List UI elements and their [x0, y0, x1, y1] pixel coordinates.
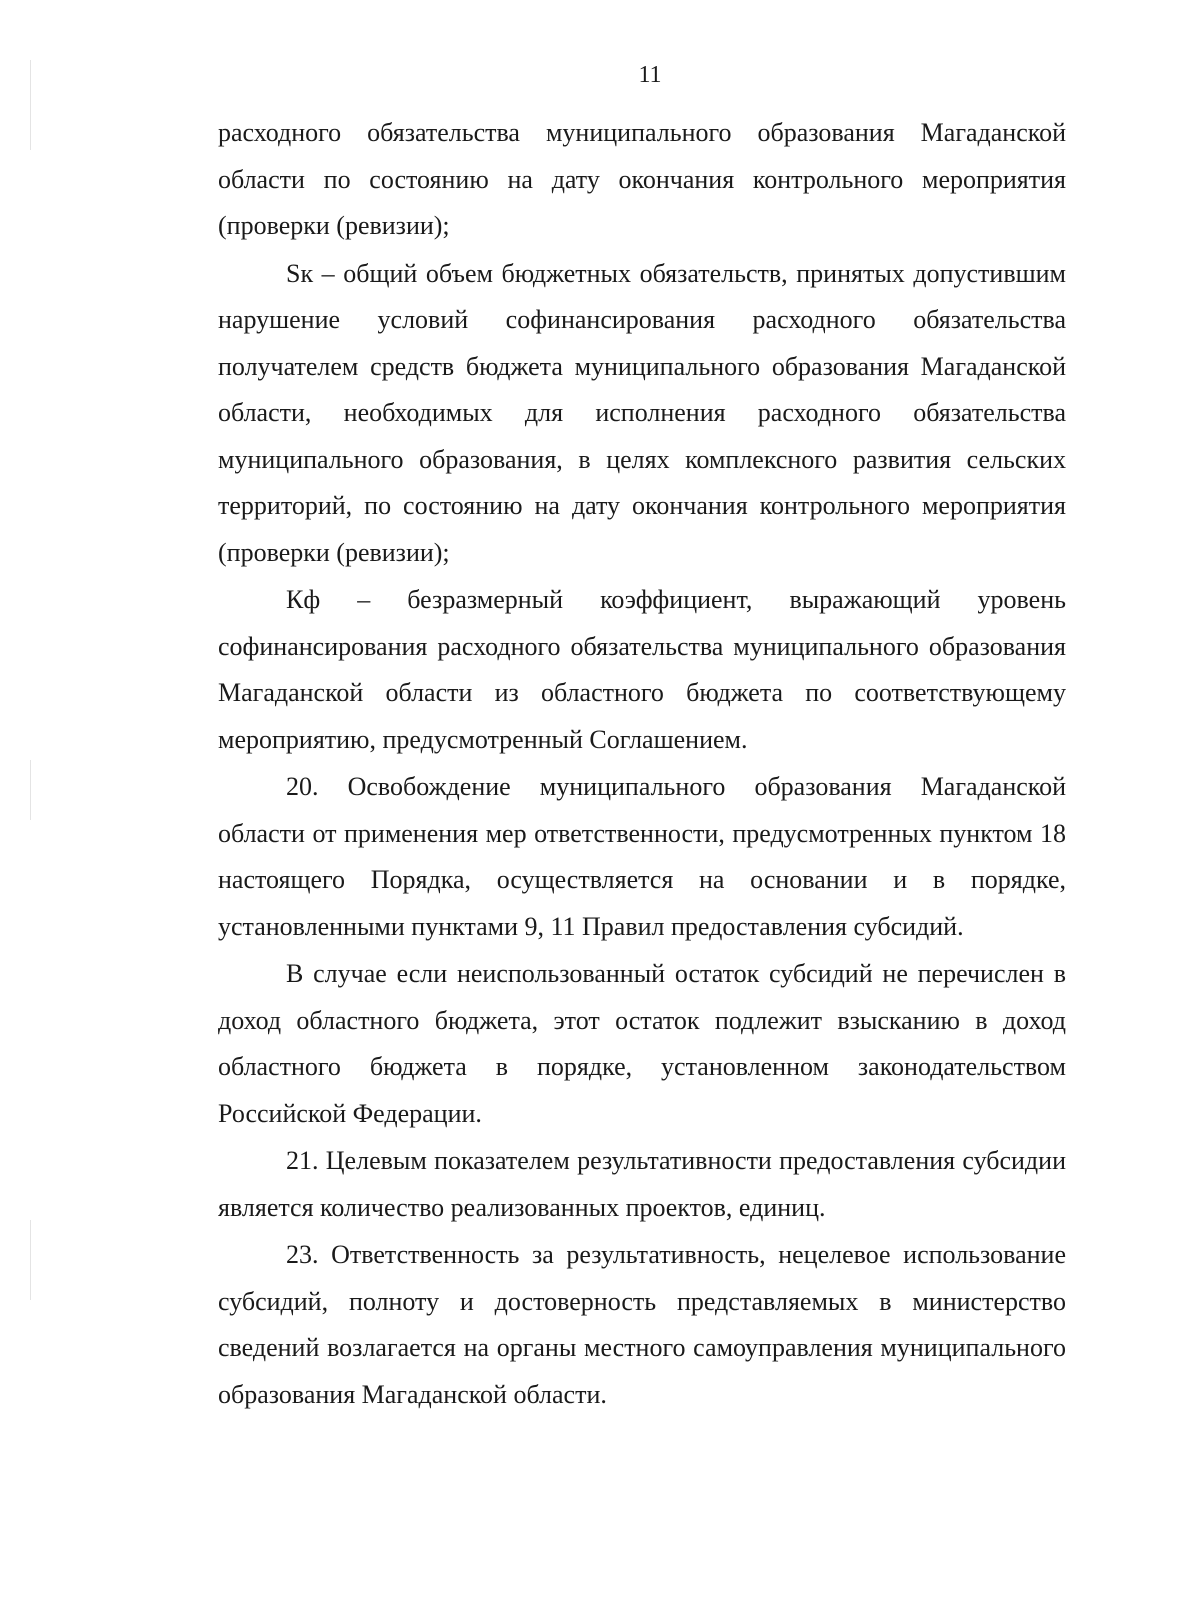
document-body: [218, 110, 1066, 1418]
paragraph-kf-definition: Кф – безразмерный коэффициент, выражающий уровень софинансирования расходного обязательства муниципального образования Магаданской области из областного бюджета по соответствующему мероприятию, предусмотренный Соглашением.: [218, 585, 1066, 754]
scan-edge-mark: [30, 1220, 31, 1300]
page-number: 11: [638, 62, 662, 88]
paragraph-item-23: 23. Ответственность за результативность, нецелевое использование субсидий, полноту и достоверность представляемых в министерство сведений возлагается на органы местного самоуправления муниципального образования Магаданской области.: [218, 1240, 1066, 1409]
paragraph-item-20: 20. Освобождение муниципального образования Магаданской области от применения мер ответственности, предусмотренных пунктом 18 настоящего Порядка, осуществляется на основании и в порядке, установленными пунктами 9, 11 Правил предоставления субсидий.: [218, 772, 1066, 941]
paragraph-sk-definition: Sк – общий объем бюджетных обязательств, принятых допустившим нарушение условий софинансирования расходного обязательства получателем средств бюджета муниципального образования Магаданской области, необходимых для исполнения расходного обязательства муниципального образования, в целях комплексного развития сельских территорий, по состоянию на дату окончания контрольного мероприятия (проверки (ревизии);: [218, 258, 1066, 567]
paragraph-unused-balance: В случае если неиспользованный остаток субсидий не перечислен в доход областного бюджета, этот остаток подлежит взысканию в доход областного бюджета в порядке, установленном законодательством Российской Федерации.: [218, 959, 1066, 1128]
paragraph-continuation: расходного обязательства муниципального образования Магаданской области по состоянию на дату окончания контрольного мероприятия (проверки (ревизии);: [218, 118, 1066, 240]
scan-edge-mark: [30, 760, 31, 820]
paragraph-item-21: 21. Целевым показателем результативности предоставления субсидии является количество реализованных проектов, единиц.: [218, 1146, 1066, 1222]
